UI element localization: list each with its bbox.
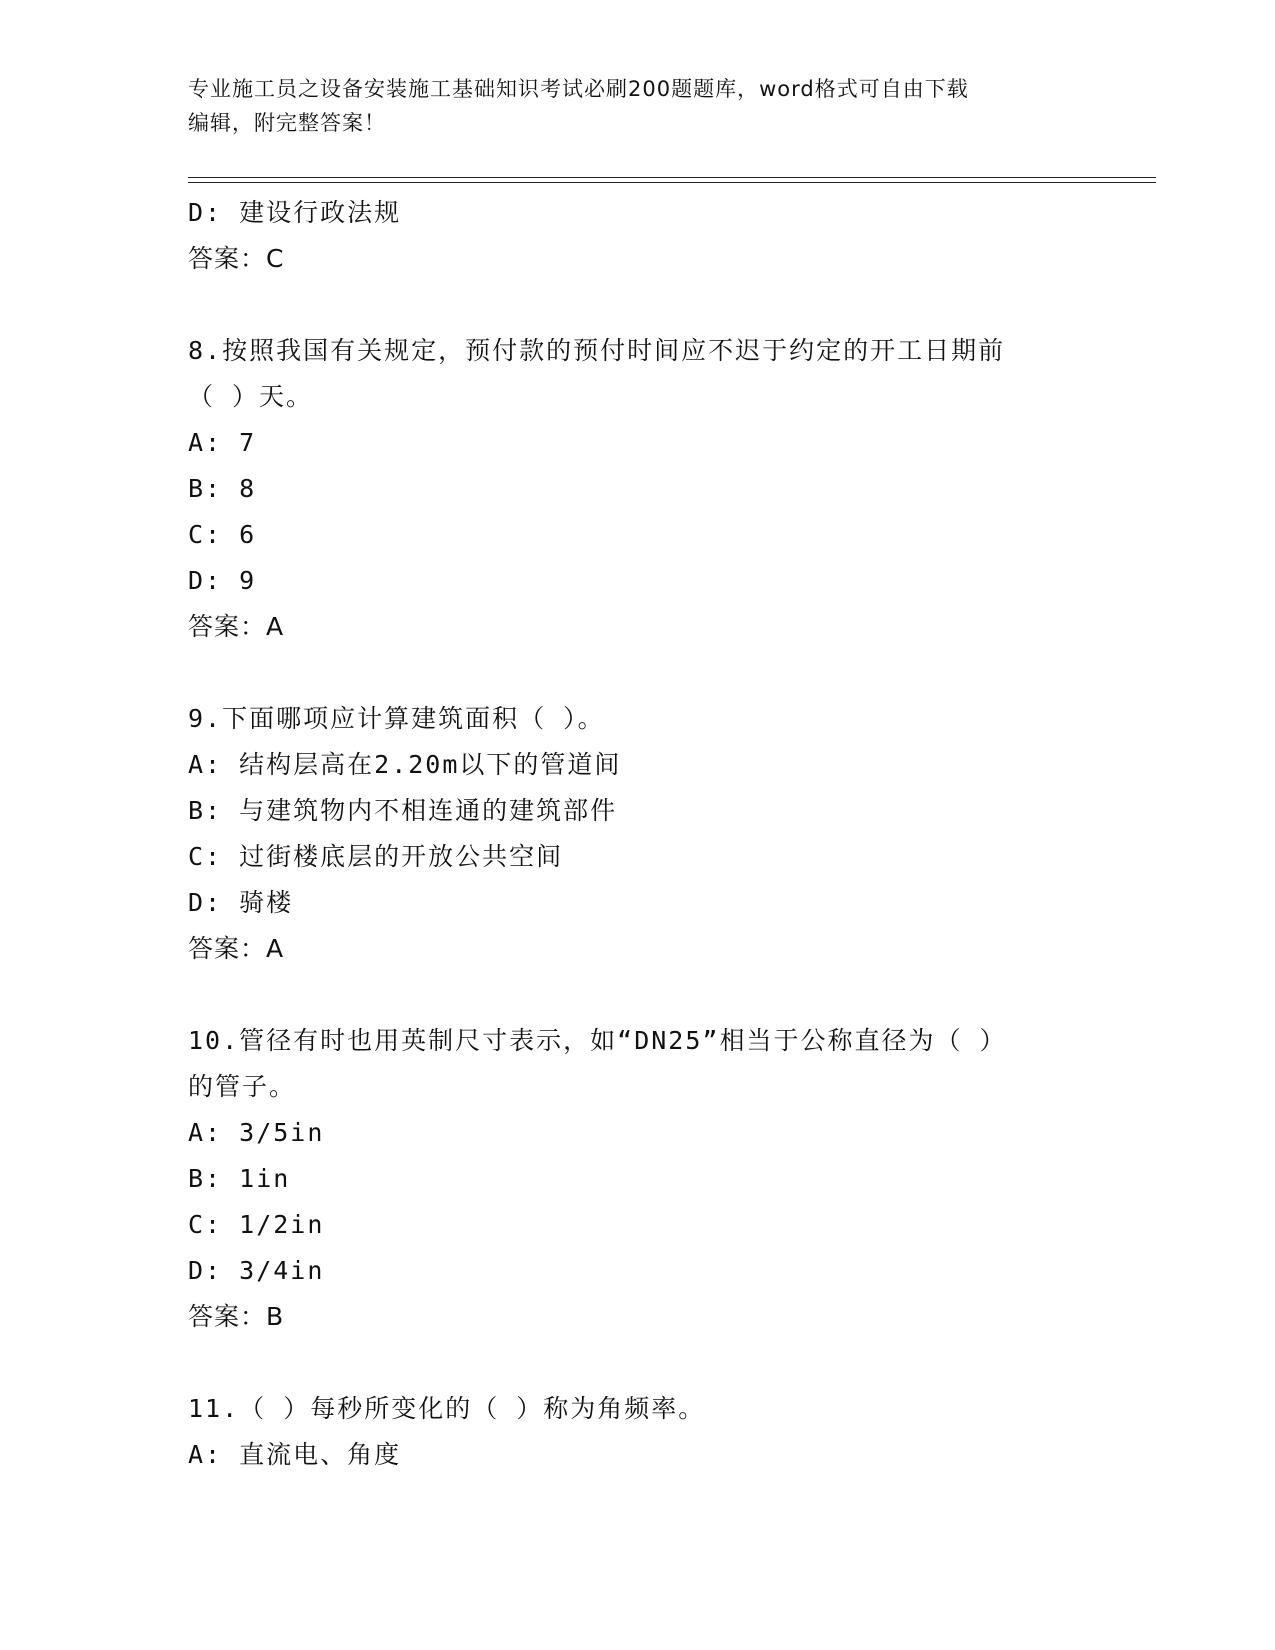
option-a: A: 3/5in bbox=[188, 1118, 325, 1147]
spacer bbox=[188, 650, 1088, 696]
question-10 bbox=[188, 1018, 1088, 1340]
question-text-line-1: 8.按照我国有关规定，预付款的预付时间应不迟于约定的开工日期前 bbox=[188, 336, 1006, 365]
answer-line: 答案：B bbox=[188, 1302, 285, 1331]
option-b: B: 与建筑物内不相连通的建筑部件 bbox=[188, 796, 618, 825]
option-a: A: 直流电、角度 bbox=[188, 1440, 402, 1469]
option-c: C: 过街楼底层的开放公共空间 bbox=[188, 842, 564, 871]
option-b: B: 1in bbox=[188, 1164, 291, 1193]
option-a: A: 结构层高在2.20m以下的管道间 bbox=[188, 750, 622, 779]
page-header bbox=[188, 72, 1088, 140]
option-c: C: 1/2in bbox=[188, 1210, 325, 1239]
question-text-line-1: 9.下面哪项应计算建筑面积（ ）。 bbox=[188, 704, 605, 733]
option-c: C: 6 bbox=[188, 520, 257, 549]
option-d: D: 9 bbox=[188, 566, 257, 595]
spacer bbox=[188, 972, 1088, 1018]
header-title-line-2: 编辑，附完整答案！ bbox=[188, 111, 386, 135]
option-d: D: 建设行政法规 bbox=[188, 198, 402, 227]
header-divider bbox=[188, 177, 1156, 183]
question-text-line-1: 11.（ ）每秒所变化的（ ）称为角频率。 bbox=[188, 1394, 706, 1423]
option-a: A: 7 bbox=[188, 428, 257, 457]
question-text-line-1: 10.管径有时也用英制尺寸表示，如“DN25”相当于公称直径为（ ） bbox=[188, 1026, 1007, 1055]
option-b: B: 8 bbox=[188, 474, 257, 503]
question-text-line-2: 的管子。 bbox=[188, 1072, 297, 1101]
option-d: D: 骑楼 bbox=[188, 888, 294, 917]
answer-line: 答案：A bbox=[188, 934, 285, 963]
question-text-line-2: （ ）天。 bbox=[188, 382, 314, 411]
header-title-line-1: 专业施工员之设备安装施工基础知识考试必刷200题题库，word格式可自由下载 bbox=[188, 77, 969, 101]
answer-line: 答案：A bbox=[188, 612, 285, 641]
option-d: D: 3/4in bbox=[188, 1256, 325, 1285]
question-11 bbox=[188, 1386, 1088, 1478]
question-list bbox=[188, 190, 1088, 1478]
spacer bbox=[188, 1340, 1088, 1386]
answer-line: 答案：C bbox=[188, 244, 285, 273]
question-7-fragment bbox=[188, 190, 1088, 282]
spacer bbox=[188, 282, 1088, 328]
question-8 bbox=[188, 328, 1088, 650]
question-9 bbox=[188, 696, 1088, 972]
